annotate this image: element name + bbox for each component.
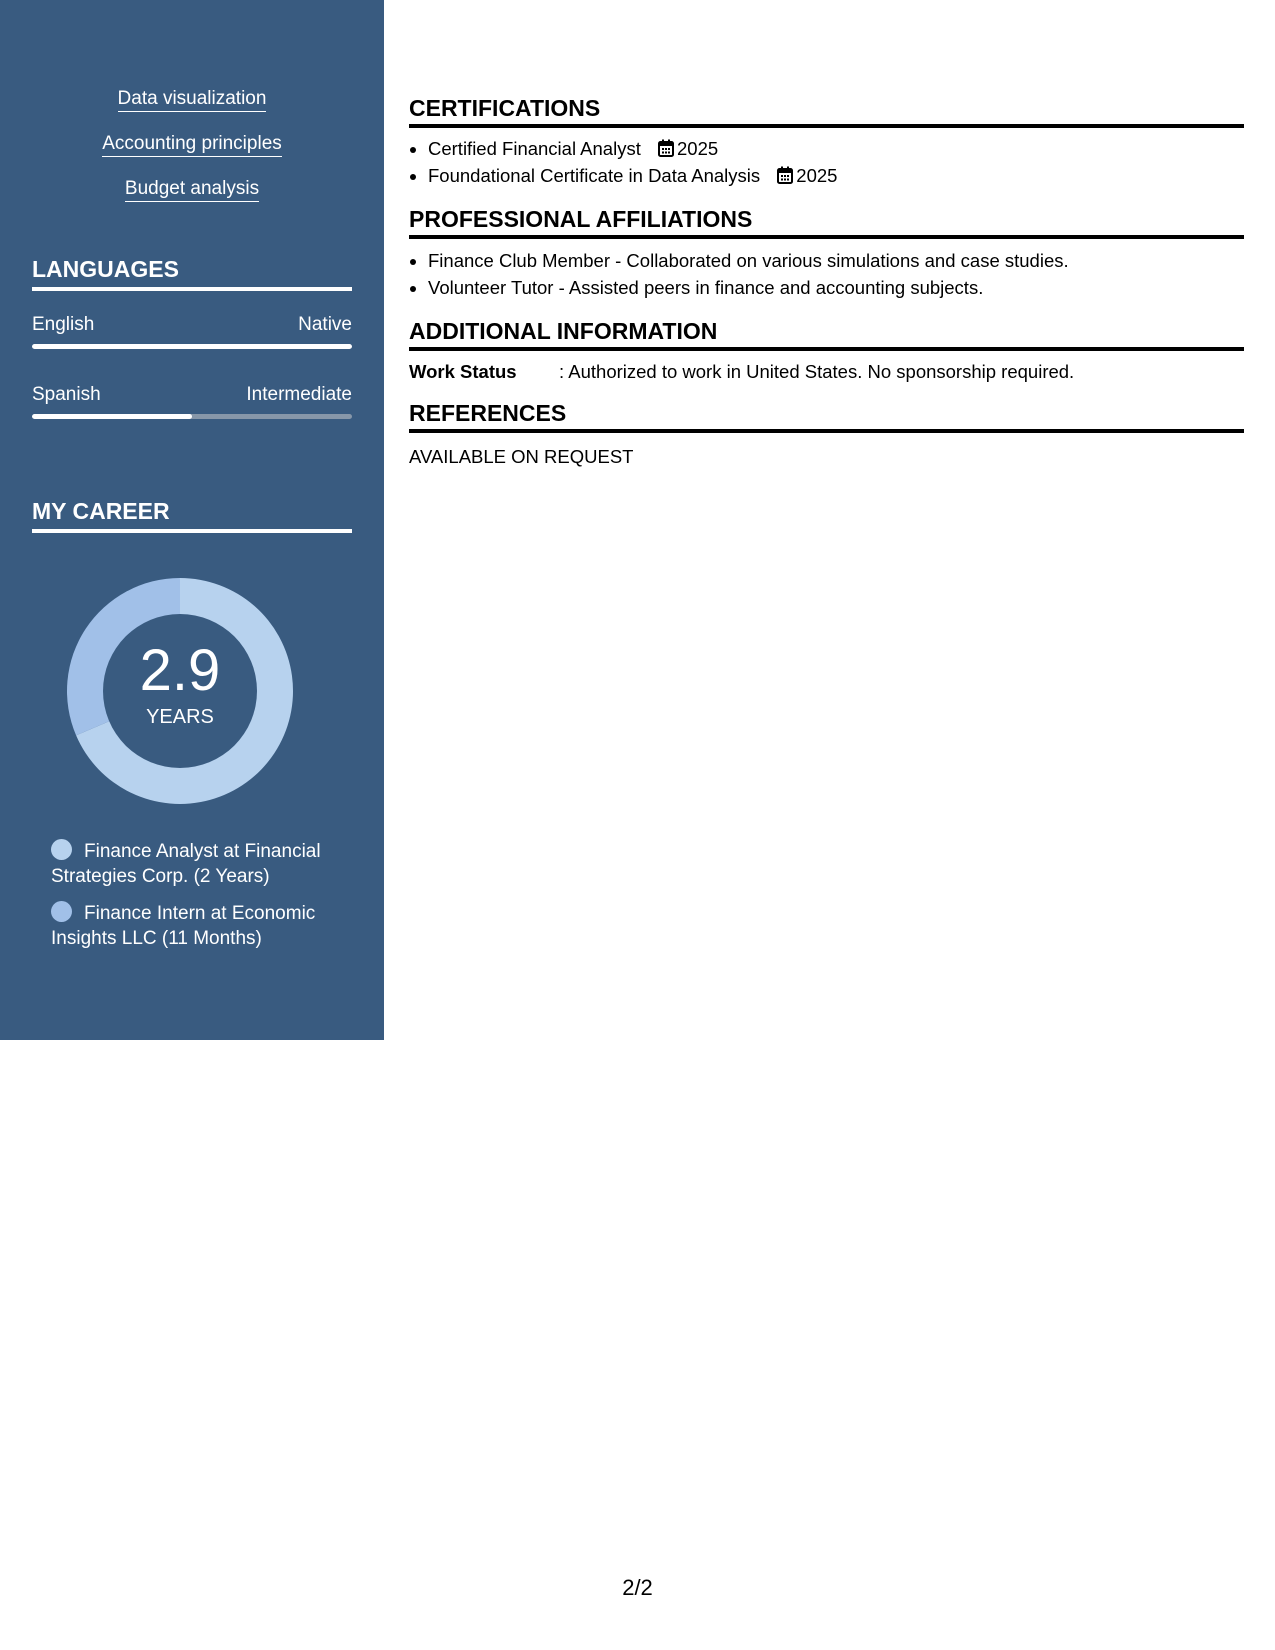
skill-label[interactable]: Accounting principles <box>102 133 282 157</box>
references-text: AVAILABLE ON REQUEST <box>409 446 634 467</box>
language-row <box>32 384 352 406</box>
legend-dot-icon <box>51 901 72 922</box>
list-item <box>428 135 837 162</box>
skill-label[interactable]: Data visualization <box>118 88 267 112</box>
additional-info-heading: ADDITIONAL INFORMATION <box>409 318 1244 351</box>
language-name: Spanish <box>32 384 101 405</box>
references-heading: REFERENCES <box>409 400 1244 433</box>
work-status-value: : Authorized to work in United States. No sponsorship required. <box>559 361 1075 382</box>
certification-year: 2025 <box>796 165 838 186</box>
work-status-row <box>409 361 1074 383</box>
skill-item[interactable] <box>0 178 384 200</box>
language-row <box>32 314 352 336</box>
proficiency-fill <box>32 344 352 349</box>
certification-name: Certified Financial Analyst <box>428 138 641 159</box>
languages-heading: LANGUAGES <box>32 256 352 291</box>
affiliations-list <box>409 247 1069 301</box>
list-item <box>428 162 837 189</box>
list-item: • Finance Club Member - Collaborated on various simulations and case studies. <box>428 247 1069 274</box>
legend-label: Finance Analyst at Financial Strategies Corp. (2 Years) <box>51 841 321 887</box>
career-total-unit: YEARS <box>146 706 214 728</box>
career-heading: MY CAREER <box>32 498 352 533</box>
list-item: • Volunteer Tutor - Assisted peers in finance and accounting subjects. <box>428 274 1069 301</box>
language-proficiency-bar <box>32 414 352 419</box>
proficiency-fill <box>32 414 192 419</box>
skill-item[interactable] <box>0 88 384 110</box>
certifications-list <box>409 135 837 189</box>
career-donut-chart <box>66 577 294 805</box>
language-level: Native <box>298 314 352 335</box>
language-proficiency-bar <box>32 344 352 349</box>
calendar-icon <box>658 139 674 157</box>
skill-label[interactable]: Budget analysis <box>125 178 259 202</box>
certification-name: Foundational Certificate in Data Analysis <box>428 165 761 186</box>
page-number: 2/2 <box>622 1575 653 1600</box>
calendar-icon <box>777 166 793 184</box>
certification-year: 2025 <box>677 138 719 159</box>
legend-dot-icon <box>51 839 72 860</box>
language-level: Intermediate <box>246 384 352 405</box>
certifications-heading: CERTIFICATIONS <box>409 95 1244 128</box>
language-name: English <box>32 314 95 335</box>
career-total-value: 2.9 <box>139 638 221 703</box>
career-legend-item <box>51 901 341 951</box>
affiliations-heading: PROFESSIONAL AFFILIATIONS <box>409 206 1244 239</box>
skill-item[interactable] <box>0 133 384 155</box>
sidebar <box>0 0 384 1040</box>
work-status-label: Work Status <box>409 361 517 382</box>
legend-label: Finance Intern at Economic Insights LLC (11 Months) <box>51 903 316 949</box>
career-legend-item <box>51 839 341 889</box>
